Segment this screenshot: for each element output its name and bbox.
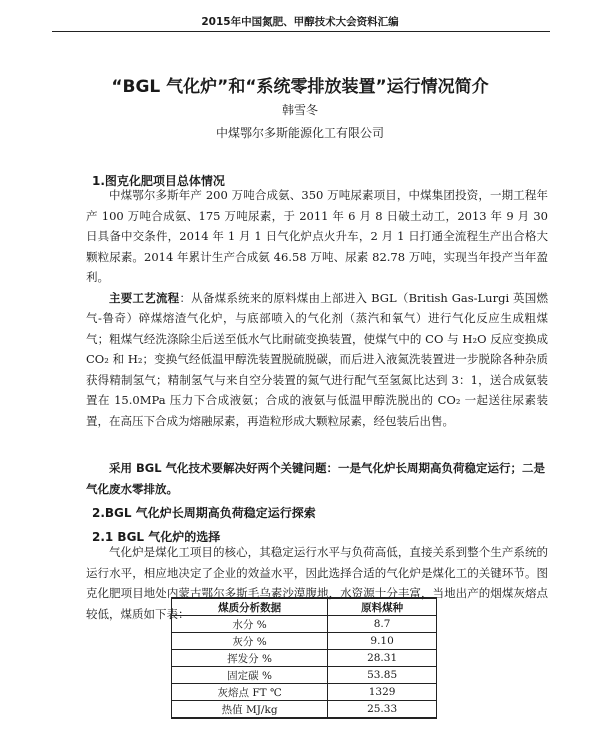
article-title: “BGL 气化炉”和“系统零排放装置”运行情况简介 — [111, 77, 489, 97]
author-name: 韩雪冬 — [281, 103, 318, 117]
table-row — [172, 701, 437, 719]
section-1-paragraph-1: 中煤鄂尔多斯年产 200 万吨合成氨、350 万吨尿素项目，中煤集团投资，一期工程年产 100 万吨合成氨、175 万吨尿素，于 2011 年 6 月 8 日破土动工，2013 年 9 月 30 日具备中交条件，2014 年 1 月 1 日气化炉点火升车，2 月 1 日打通全流程生产出合格大颗粒尿素。2014 年累计生产合成氨 46.58 万吨、尿素 82.78 万吨，实现当年投产当年盈利。 — [86, 188, 548, 284]
section-2-heading: 2.BGL 气化炉长周期高负荷稳定运行探索 — [92, 506, 316, 520]
table-cell: 8.7 — [328, 616, 437, 633]
key-issues-text: 采用 BGL 气化技术要解决好两个关键问题：一是气化炉长周期高负荷稳定运行；二是气化废水零排放。 — [86, 461, 546, 496]
table-header-cell: 原料煤种 — [328, 598, 437, 616]
table-cell: 灰分 % — [172, 633, 328, 650]
table-row — [172, 616, 437, 633]
table-row — [172, 633, 437, 650]
header-rule — [52, 31, 550, 32]
section-1-heading: 1.图克化肥项目总体情况 — [92, 174, 225, 188]
key-issues-block — [86, 458, 548, 500]
section-1-paragraph-2 — [86, 288, 548, 432]
table-cell: 28.31 — [328, 650, 437, 667]
section-1-body — [86, 185, 548, 431]
section-2-1-paragraph: 气化炉是煤化工项目的核心，其稳定运行水平与负荷高低，直接关系到整个生产系统的运行水平，相应地决定了企业的效益水平，因此选择合适的气化炉是煤化工的关键环节。图克化肥项目地处内蒙古鄂尔多斯毛乌素沙漠腹地，水资源十分丰富，当地出产的烟煤灰熔点较低，煤质如下表： — [86, 545, 548, 621]
table-cell: 53.85 — [328, 667, 437, 684]
table-cell: 9.10 — [328, 633, 437, 650]
author-affiliation: 中煤鄂尔多斯能源化工有限公司 — [215, 126, 384, 140]
process-flow-label: 主要工艺流程 — [109, 290, 180, 305]
section-2-1-heading: 2.1 BGL 气化炉的选择 — [92, 530, 221, 544]
table-row — [172, 667, 437, 684]
table-cell: 1329 — [328, 684, 437, 701]
table-cell: 25.33 — [328, 701, 437, 719]
table-row — [172, 684, 437, 701]
table-cell: 固定碳 % — [172, 667, 328, 684]
process-flow-text: ：从备煤系统来的原料煤由上部进入 BGL（British Gas-Lurgi 英国燃气-鲁奇）碎煤熔渣气化炉，与底部喷入的气化剂（蒸汽和氧气）进行气化反应生成粗煤气；粗煤气经洗涤除尘后送至低水气比耐硫变换装置，使煤气中的 CO 与 H₂O 反应变换成 CO₂ 和 H₂；变换气经低温甲醇洗装置脱硫脱碳，而后进入液氮洗装置进一步脱除各种杂质获得精制氢气；精制氢气与来自空分装置的氮气进行配气至氢氮比达到 3：1，送合成氨装置在 15.0MPa 压力下合成液氨；合成的液氨与低温甲醇洗脱出的 CO₂ 一起送往尿素装置，在高压下合成为熔融尿素，再造粒形成大颗粒尿素，经包装后出售。 — [86, 290, 548, 428]
coal-quality-table — [171, 597, 437, 719]
table-cell: 水分 % — [172, 616, 328, 633]
table-row — [172, 650, 437, 667]
running-header: 2015年中国氮肥、甲醇技术大会资料汇编 — [201, 16, 399, 28]
table-header-row — [172, 598, 437, 616]
table-cell: 挥发分 % — [172, 650, 328, 667]
table-header-cell: 煤质分析数据 — [172, 598, 328, 616]
table-cell: 灰熔点 FT ℃ — [172, 684, 328, 701]
table-cell: 热值 MJ/kg — [172, 701, 328, 719]
